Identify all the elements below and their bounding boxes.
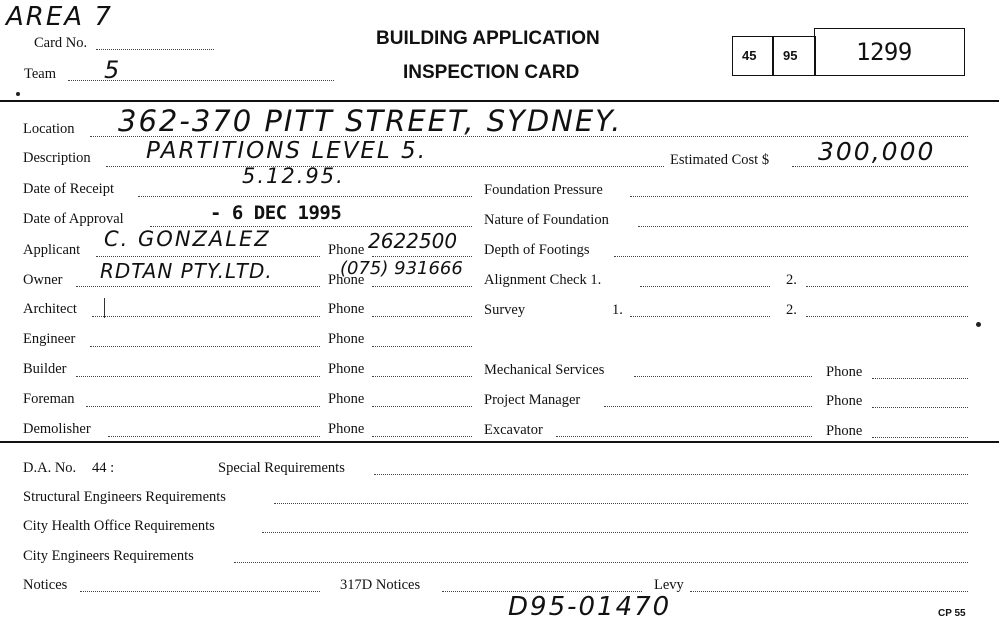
foundation-pressure-label: Foundation Pressure: [484, 182, 603, 198]
mechanical-services-label: Mechanical Services: [484, 362, 605, 378]
architect-label: Architect: [23, 301, 77, 317]
date-of-receipt-field[interactable]: [138, 196, 472, 197]
location-value: 362-370 PITT STREET, SYDNEY.: [118, 104, 623, 138]
foreman-label: Foreman: [23, 391, 75, 407]
demolisher-label: Demolisher: [23, 421, 91, 437]
city-health-field[interactable]: [262, 532, 968, 533]
mechanical-services-phone-label: Phone: [826, 364, 863, 380]
special-requirements-label: Special Requirements: [218, 460, 345, 476]
excavator-phone-label: Phone: [826, 423, 863, 439]
margin-mark: [976, 322, 981, 327]
engineer-field[interactable]: [90, 346, 320, 347]
mechanical-services-phone-field[interactable]: [872, 378, 968, 379]
architect-field[interactable]: [92, 316, 320, 317]
nature-of-foundation-label: Nature of Foundation: [484, 212, 609, 228]
project-manager-field[interactable]: [604, 406, 812, 407]
notices-317d-label: 317D Notices: [340, 577, 421, 593]
survey-1-label: 1.: [612, 302, 623, 318]
applicant-phone-field[interactable]: [372, 256, 472, 257]
builder-phone-field[interactable]: [372, 376, 472, 377]
survey-label: Survey: [484, 302, 526, 318]
demolisher-phone-label: Phone: [328, 421, 365, 437]
engineer-phone-label: Phone: [328, 331, 365, 347]
owner-phone-field[interactable]: [372, 286, 472, 287]
foundation-pressure-field[interactable]: [630, 196, 968, 197]
mechanical-services-field[interactable]: [634, 376, 812, 377]
depth-of-footings-field[interactable]: [614, 256, 968, 257]
foreman-phone-label: Phone: [328, 391, 365, 407]
alignment-check-field-1[interactable]: [640, 286, 770, 287]
da-no-label: D.A. No.: [23, 460, 77, 476]
team-value: 5: [104, 56, 122, 84]
architect-pen-mark: [104, 298, 107, 318]
architect-phone-field[interactable]: [372, 316, 472, 317]
margin-mark-left: [16, 92, 20, 96]
city-engineers-label: City Engineers Requirements: [23, 548, 194, 564]
description-value: PARTITIONS LEVEL 5.: [146, 138, 428, 164]
depth-of-footings-label: Depth of Footings: [484, 242, 590, 258]
code-b: 95: [783, 48, 798, 63]
da-no-value: 44 :: [92, 460, 115, 476]
date-of-approval-stamp: - 6 DEC 1995: [210, 202, 342, 224]
architect-phone-label: Phone: [328, 301, 365, 317]
builder-phone-label: Phone: [328, 361, 365, 377]
alignment-check-label: Alignment Check 1.: [484, 272, 602, 288]
owner-label: Owner: [23, 272, 63, 288]
section-divider: [0, 441, 999, 443]
builder-field[interactable]: [76, 376, 320, 377]
project-manager-label: Project Manager: [484, 392, 581, 408]
applicant-phone-label: Phone: [328, 242, 365, 258]
owner-phone-label: Phone: [328, 272, 365, 288]
alignment-check-2-label: 2.: [786, 272, 797, 288]
alignment-check-field-2[interactable]: [806, 286, 968, 287]
structural-engineers-label: Structural Engineers Requirements: [23, 489, 226, 505]
code-a: 45: [742, 48, 757, 63]
area-note: AREA 7: [6, 2, 113, 32]
card-no-label: Card No.: [34, 35, 88, 51]
form-code: CP 55: [938, 608, 966, 619]
excavator-phone-field[interactable]: [872, 437, 968, 438]
special-requirements-field[interactable]: [374, 474, 968, 475]
survey-2-label: 2.: [786, 302, 797, 318]
survey-field-1[interactable]: [630, 316, 770, 317]
engineer-label: Engineer: [23, 331, 76, 347]
builder-label: Builder: [23, 361, 67, 377]
nature-of-foundation-field[interactable]: [638, 226, 968, 227]
title-line-1: BUILDING APPLICATION: [376, 28, 600, 49]
notices-field[interactable]: [80, 591, 320, 592]
description-label: Description: [23, 150, 91, 166]
team-label: Team: [24, 66, 56, 82]
excavator-field[interactable]: [556, 436, 812, 437]
structural-engineers-field[interactable]: [274, 503, 968, 504]
owner-value: RDTAN PTY.LTD.: [100, 259, 273, 283]
levy-label: Levy: [654, 577, 684, 593]
header-divider: [0, 100, 999, 102]
owner-field[interactable]: [76, 286, 320, 287]
date-of-approval-label: Date of Approval: [23, 211, 124, 227]
engineer-phone-field[interactable]: [372, 346, 472, 347]
excavator-label: Excavator: [484, 422, 543, 438]
city-engineers-field[interactable]: [234, 562, 968, 563]
survey-field-2[interactable]: [806, 316, 968, 317]
foreman-phone-field[interactable]: [372, 406, 472, 407]
location-label: Location: [23, 121, 75, 137]
applicant-field[interactable]: [96, 256, 320, 257]
project-manager-phone-field[interactable]: [872, 407, 968, 408]
title-line-2: INSPECTION CARD: [403, 62, 580, 83]
notices-label: Notices: [23, 577, 68, 593]
applicant-label: Applicant: [23, 242, 81, 258]
city-health-label: City Health Office Requirements: [23, 518, 215, 534]
description-field[interactable]: [106, 166, 664, 167]
foreman-field[interactable]: [86, 406, 320, 407]
levy-field[interactable]: [690, 591, 968, 592]
project-manager-phone-label: Phone: [826, 393, 863, 409]
applicant-phone-value: 2622500: [368, 229, 458, 253]
estimated-cost-field[interactable]: [792, 166, 968, 167]
card-number: 1299: [856, 38, 912, 66]
date-of-receipt-label: Date of Receipt: [23, 181, 114, 197]
footer-number: D95-01470: [508, 592, 672, 622]
date-of-receipt-value: 5.12.95.: [242, 164, 345, 188]
estimated-cost-value: 300,000: [818, 137, 936, 166]
card-no-field[interactable]: [96, 49, 214, 50]
demolisher-field[interactable]: [108, 436, 320, 437]
applicant-value: C. GONZALEZ: [104, 227, 271, 251]
owner-phone-value: (075) 931666: [340, 258, 463, 279]
estimated-cost-label: Estimated Cost $: [670, 152, 770, 168]
demolisher-phone-field[interactable]: [372, 436, 472, 437]
